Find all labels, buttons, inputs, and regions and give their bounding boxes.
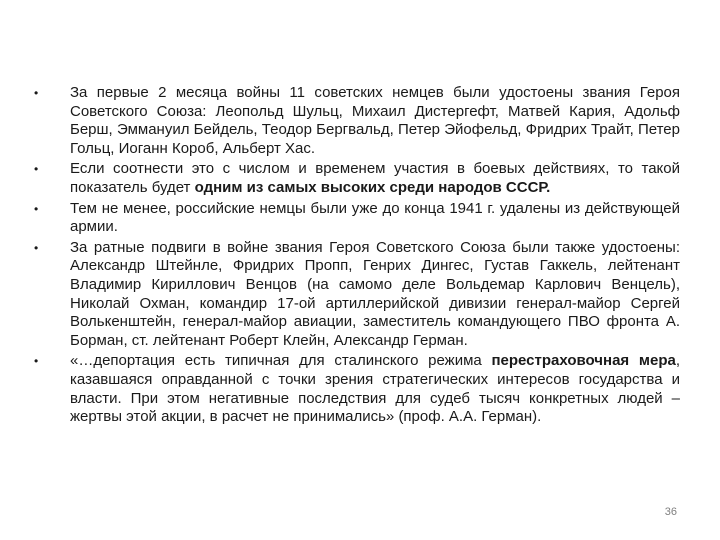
bullet-item-other-heroes	[34, 239, 680, 351]
bullet-icon: •	[34, 86, 39, 100]
bullet-text: «…депортация есть типичная для сталинского режима	[70, 352, 492, 370]
page-number: 36	[664, 506, 677, 518]
bullet-list	[34, 84, 680, 429]
bullet-icon: •	[34, 240, 39, 255]
bullet-text: За первые 2 месяца войны 11 советских немцев были удостоены звания Героя Советского Союза: Леопольд Шульц, Михаил Дистергефт, Матвей Кария, Адольф Берш, Эммануил Бейдель, Теодор Бергвальд, Петер Эйофельд, Фридрих Трайт, Петер Гольц, Иоганн Короб, Альберт Хас.	[70, 84, 680, 157]
bullet-item-removal-from-army	[34, 200, 680, 237]
bullet-item-deportation-quote	[34, 352, 680, 426]
bullet-icon: •	[34, 201, 39, 216]
bullet-text: Если соотнести это с числом и временем участия в боевых действиях, то такой показатель будет	[70, 160, 680, 196]
bullet-text-emphasis: одним из самых высоких среди народов СССР.	[194, 178, 551, 196]
bullet-item-heroes-first-months	[34, 84, 680, 158]
bullet-icon: •	[34, 354, 39, 369]
bullet-text: Тем не менее, российские немцы были уже до конца 1941 г. удалены из действующей армии.	[70, 199, 680, 236]
bullet-text-emphasis: перестраховочная мера	[491, 352, 676, 370]
bullet-icon: •	[34, 162, 39, 177]
bullet-item-comparison	[34, 160, 680, 197]
bullet-text: , казавшаяся оправданной с точки зрения стратегических интересов государства и власти. При этом негативные последствия для судеб тысяч конкретных людей – жертвы этой акции, в расчет не принимались» (проф. А.А. Герман).	[70, 352, 680, 426]
bullet-text: За ратные подвиги в войне звания Героя Советского Союза были также удостоены: Александр Штейнле, Фридрих Пропп, Генрих Дингес, Густав Гаккель, лейтенант Владимир Кириллович Венцов (на самомо деле Вольдемар Карлович Венцель), Николай Охман, командир 17-ой артиллерийской дивизии генерал-майор Сергей Волькенштейн, генерал-майор авиации, заместитель командующего ПВО фронта А. Борман, ст. лейтенант Роберт Клейн, Александр Герман.	[70, 238, 680, 349]
